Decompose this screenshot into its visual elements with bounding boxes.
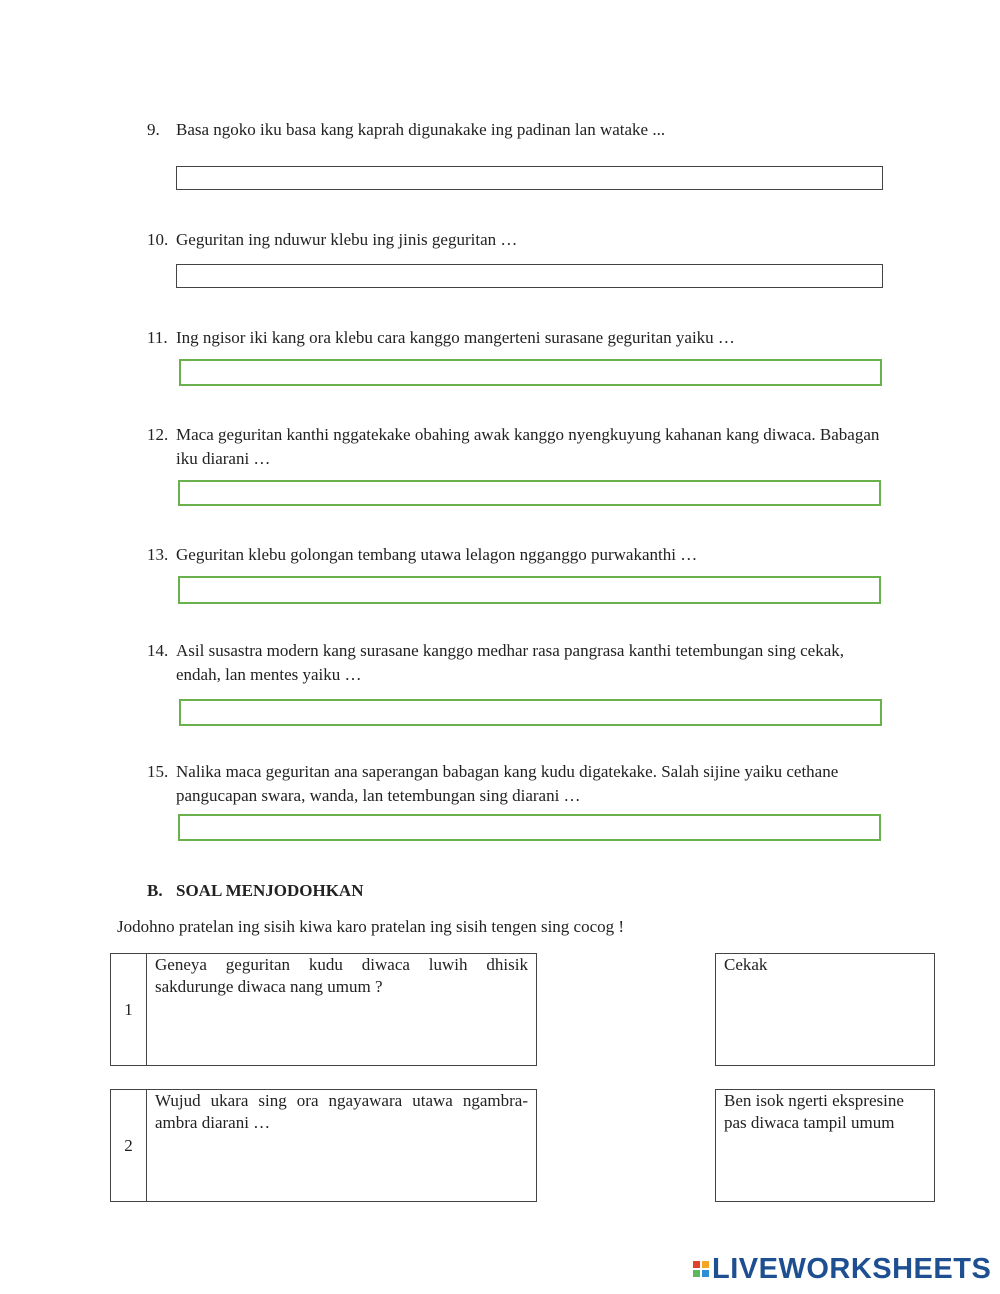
question-12-text: Maca geguritan kanthi nggatekake obahing awak kanggo nyengkuyung kahanan kang diwaca. Babagan iku diarani … [176,425,880,468]
question-11-number: 11. [147,328,168,347]
question-14-answer-input[interactable] [179,699,882,726]
section-b-letter: B. [147,881,163,900]
question-9-text: Basa ngoko iku basa kang kaprah digunakake ing padinan lan watake ... [176,120,666,139]
match-answer-1[interactable]: Cekak [715,953,935,1066]
match-question-1-number: 1 [111,954,147,1065]
liveworksheets-logo [693,1253,991,1285]
question-15-number: 15. [147,762,169,781]
logo-square-orange [702,1261,709,1268]
question-11-answer-input[interactable] [179,359,882,386]
question-11-text: Ing ngisor iki kang ora klebu cara kanggo mangerteni surasane geguritan yaiku … [176,328,735,347]
question-14-number: 14. [147,641,169,660]
question-9-answer-input[interactable] [176,166,883,190]
match-question-2 [110,1089,537,1202]
question-15-text: Nalika maca geguritan ana saperangan babagan kang kudu digatekake. Salah sijine yaiku cethane pangucapan swara, wanda, lan tetembungan sing diarani … [176,762,839,805]
section-b-heading [147,879,364,903]
match-question-1 [110,953,537,1066]
question-10-text: Geguritan ing nduwur klebu ing jinis geguritan … [176,230,518,249]
logo-square-green [693,1270,700,1277]
question-10-number: 10. [147,230,169,249]
question-13-number: 13. [147,545,169,564]
question-10-answer-input[interactable] [176,264,883,288]
section-b-title: SOAL MENJODOHKAN [176,881,364,900]
question-12-answer-input[interactable] [178,480,881,506]
question-14-text: Asil susastra modern kang surasane kanggo medhar rasa pangrasa kanthi tetembungan sing cekak, endah, lan mentes yaiku … [176,641,844,684]
question-12-number: 12. [147,425,169,444]
liveworksheets-logo-icon [693,1261,709,1277]
question-13-text: Geguritan klebu golongan tembang utawa lelagon ngganggo purwakanthi … [176,545,698,564]
match-question-1-text: Geneya geguritan kudu diwaca luwih dhisik sakdurunge diwaca nang umum ? [155,955,528,996]
match-question-2-text: Wujud ukara sing ora ngayawara utawa ngambra-ambra diarani … [155,1091,528,1132]
liveworksheets-logo-text: LIVEWORKSHEETS [712,1253,992,1285]
question-13-answer-input[interactable] [178,576,881,604]
match-answer-2[interactable]: Ben isok ngerti ekspresine pas diwaca tampil umum [715,1089,935,1202]
section-b-instruction: Jodohno pratelan ing sisih kiwa karo pratelan ing sisih tengen sing cocog ! [117,917,625,936]
logo-square-blue [702,1270,709,1277]
question-9-number: 9. [147,120,160,139]
question-15-answer-input[interactable] [178,814,881,841]
logo-square-red [693,1261,700,1268]
match-question-2-number: 2 [111,1090,147,1201]
